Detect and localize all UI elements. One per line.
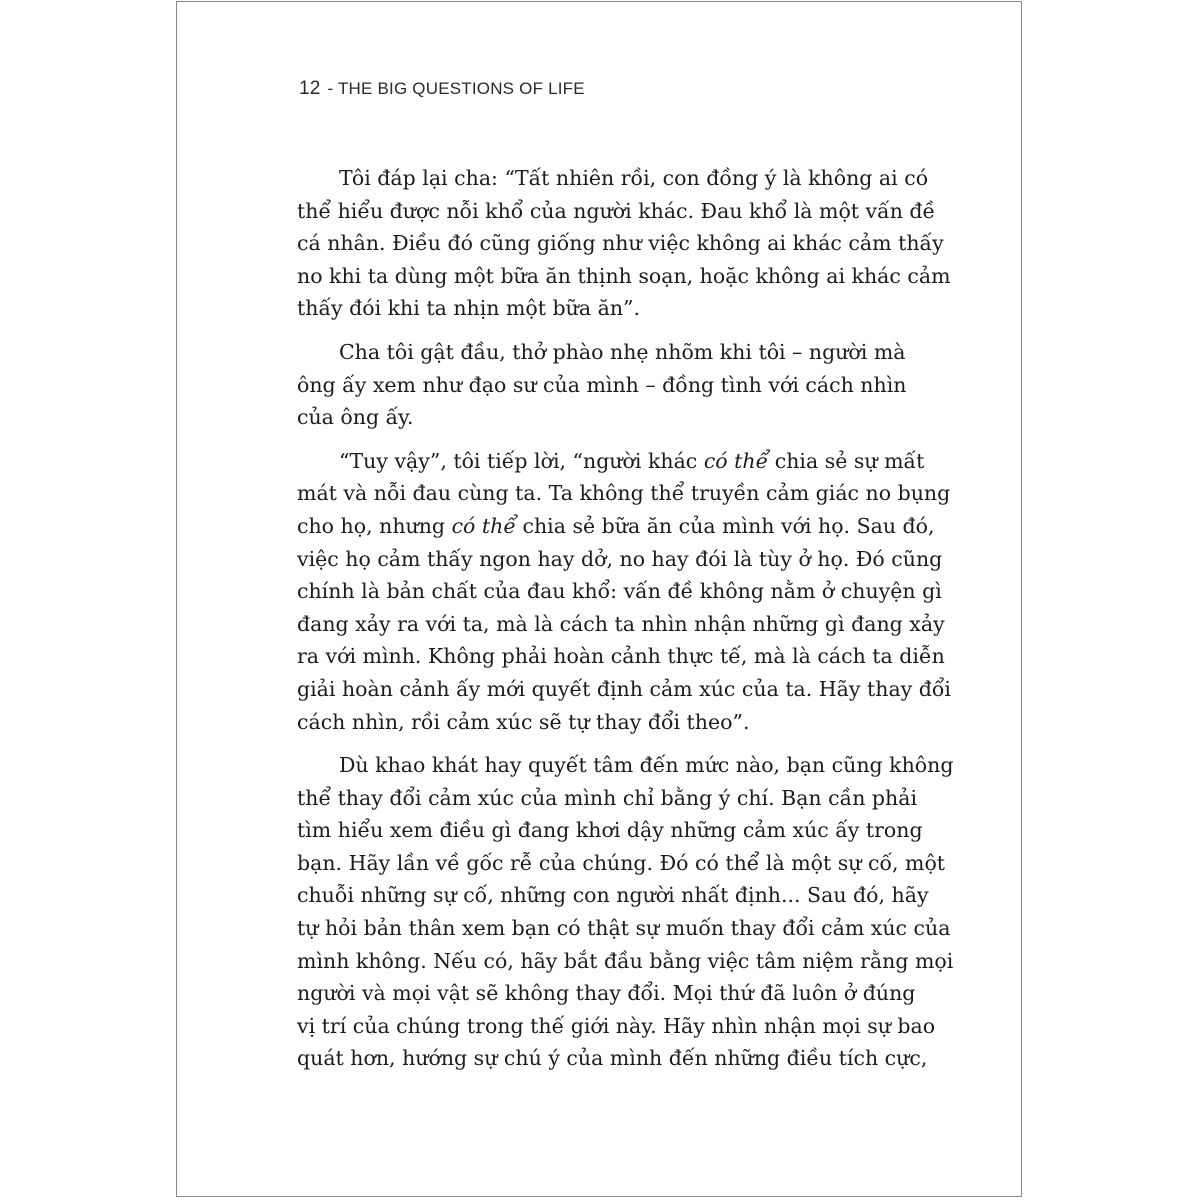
italic-emphasis: có thể — [703, 448, 769, 473]
text-run: chia sẻ bữa ăn của mình với họ. Sau đó, — [515, 513, 935, 538]
text-line: vị trí của chúng trong thế giới này. Hãy nhìn nhận mọi sự bao — [297, 1013, 936, 1038]
text-line: ông ấy xem như đạo sư của mình – đồng tình với cách nhìn — [297, 372, 907, 397]
text-run: cho họ, nhưng — [297, 513, 452, 538]
text-line: Tôi đáp lại cha: “Tất nhiên rồi, con đồng ý là không ai có — [339, 166, 929, 190]
text-line: bạn. Hãy lần về gốc rễ của chúng. Đó có thể là một sự cố, một — [297, 850, 946, 875]
text-line: cách nhìn, rồi cảm xúc sẽ tự thay đổi theo”. — [297, 709, 750, 734]
text-line: Cha tôi gật đầu, thở phào nhẹ nhõm khi tôi – người mà — [339, 339, 906, 364]
paragraph-1 — [297, 162, 951, 325]
text-line: tìm hiểu xem điều gì đang khơi dậy những cảm xúc ấy trong — [297, 818, 923, 843]
text-line: tự hỏi bản thân xem bạn có thật sự muốn thay đổi cảm xúc của — [297, 916, 951, 941]
text-line: việc họ cảm thấy ngon hay dở, no hay đói là tùy ở họ. Đó cũng — [297, 546, 943, 571]
book-title: - THE BIG QUESTIONS OF LIFE — [327, 79, 585, 98]
text-line: cá nhân. Điều đó cũng giống như việc không ai khác cảm thấy — [297, 231, 944, 256]
text-run: chia sẻ sự mất — [768, 448, 925, 473]
text-line: thể thay đổi cảm xúc của mình chỉ bằng ý chí. Bạn cần phải — [297, 785, 918, 810]
text-line: đang xảy ra với ta, mà là cách ta nhìn nhận những gì đang xảy — [297, 611, 945, 636]
paragraph-3 — [297, 445, 951, 738]
text-line: thấy đói khi ta nhịn một bữa ăn”. — [297, 296, 641, 321]
text-line: ra với mình. Không phải hoàn cảnh thực tế, mà là cách ta diễn — [297, 644, 945, 669]
text-line: giải hoàn cảnh ấy mới quyết định cảm xúc của ta. Hãy thay đổi — [297, 676, 951, 701]
text-line: người và mọi vật sẽ không thay đổi. Mọi thứ đã luôn ở đúng — [297, 981, 916, 1006]
text-line: no khi ta dùng một bữa ăn thịnh soạn, hoặc không ai khác cảm — [297, 263, 951, 288]
text-line: Dù khao khát hay quyết tâm đến mức nào, bạn cũng không — [339, 753, 954, 778]
page-body — [297, 162, 954, 1075]
italic-emphasis: có thể — [451, 513, 516, 538]
text-line: chính là bản chất của đau khổ: vấn đề không nằm ở chuyện gì — [297, 579, 942, 604]
text-line: mát và nỗi đau cùng ta. Ta không thể truyền cảm giác no bụng — [297, 481, 951, 506]
text-run: “Tuy vậy”, tôi tiếp lời, “người khác — [339, 448, 704, 473]
text-line — [297, 510, 935, 543]
page-number: 12 — [299, 78, 321, 99]
paragraph-4 — [297, 749, 954, 1075]
text-line: quát hơn, hướng sự chú ý của mình đến những điều tích cực, — [297, 1046, 928, 1071]
text-line: mình không. Nếu có, hãy bắt đầu bằng việc tâm niệm rằng mọi — [297, 948, 954, 973]
text-line: thể hiểu được nỗi khổ của người khác. Đau khổ là một vấn đề — [297, 198, 936, 223]
text-line — [297, 445, 925, 478]
text-line: chuỗi những sự cố, những con người nhất định... Sau đó, hãy — [297, 883, 929, 908]
book-page — [176, 1, 1022, 1197]
text-line: của ông ấy. — [297, 405, 414, 430]
paragraph-2 — [297, 336, 907, 434]
running-header — [299, 78, 585, 100]
